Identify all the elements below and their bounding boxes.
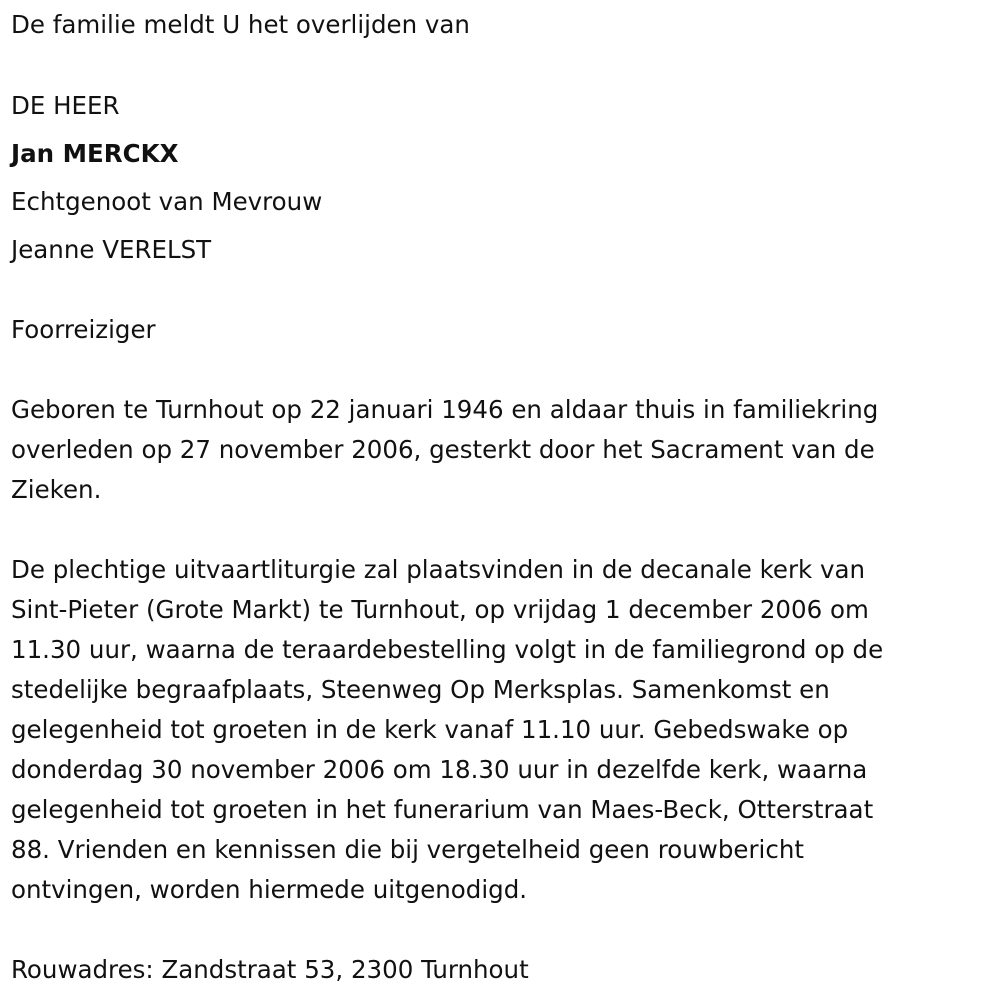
funeral-line-6: donderdag 30 november 2006 om 18.30 uur in dezelfde kerk, waarna — [11, 755, 868, 784]
funeral-line-9: ontvingen, worden hiermede uitgenodigd. — [11, 875, 528, 904]
funeral-line-1: De plechtige uitvaartliturgie zal plaatsvinden in de decanale kerk van — [11, 555, 866, 584]
mourning-address: Rouwadres: Zandstraat 53, 2300 Turnhout — [11, 955, 529, 984]
funeral-line-4: stedelijke begraafplaats, Steenweg Op Merksplas. Samenkomst en — [11, 675, 830, 704]
birth-line-3: Zieken. — [11, 475, 102, 504]
spouse-line-2: Jeanne VERELST — [11, 235, 212, 264]
deceased-name: Jan MERCKX — [11, 139, 179, 168]
funeral-line-5: gelegenheid tot groeten in de kerk vanaf 11.10 uur. Gebedswake op — [11, 715, 849, 744]
funeral-line-2: Sint-Pieter (Grote Markt) te Turnhout, op vrijdag 1 december 2006 om — [11, 595, 869, 624]
occupation: Foorreiziger — [11, 315, 156, 344]
funeral-paragraph — [11, 550, 986, 910]
birth-line-1: Geboren te Turnhout op 22 januari 1946 en aldaar thuis in familiekring — [11, 395, 879, 424]
funeral-line-3: 11.30 uur, waarna de teraardebestelling volgt in de familiegrond op de — [11, 635, 884, 664]
intro-text: De familie meldt U het overlijden van — [11, 10, 470, 39]
honorific-title: DE HEER — [11, 91, 120, 120]
funeral-line-8: 88. Vrienden en kennissen die bij vergetelheid geen rouwbericht — [11, 835, 804, 864]
funeral-line-7: gelegenheid tot groeten in het funerarium van Maes-Beck, Otterstraat — [11, 795, 874, 824]
birth-line-2: overleden op 27 november 2006, gesterkt door het Sacrament van de — [11, 435, 875, 464]
spouse-line-1: Echtgenoot van Mevrouw — [11, 187, 323, 216]
birth-death-paragraph — [11, 390, 986, 510]
